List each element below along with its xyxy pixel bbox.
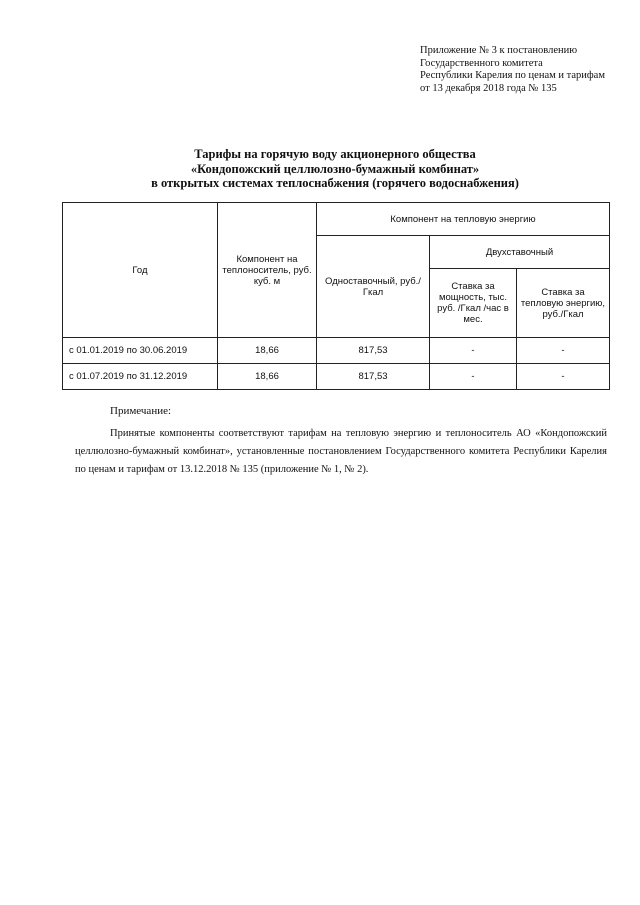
header-coolant-component: Компонент на теплоноситель, руб. куб. м xyxy=(218,203,317,338)
title-line: Тарифы на горячую воду акционерного общества xyxy=(194,147,476,161)
capacity-rate-cell: - xyxy=(430,364,517,390)
header-two-rate: Двухставочный xyxy=(430,236,610,269)
note-label: Примечание: xyxy=(110,405,172,417)
coolant-value-cell: 18,66 xyxy=(218,364,317,390)
note-text: Принятые компоненты соответствуют тарифам на тепловую энергию и теплоноситель АО «Кондопожский целлюлозно-бумажный комбинат», установленные постановлением Государственного комитета Республики Карелия по ценам и тарифам от 13.12.2018 № 135 (приложение № 1, № 2). xyxy=(75,428,607,475)
header-year: Год xyxy=(63,203,218,338)
appendix-line: Приложение № 3 к постановлению xyxy=(420,45,578,56)
period-cell: с 01.07.2019 по 31.12.2019 xyxy=(63,364,218,390)
appendix-reference xyxy=(420,45,605,95)
tariff-table xyxy=(62,202,610,390)
title-line: в открытых системах теплоснабжения (горячего водоснабжения) xyxy=(151,176,519,190)
document-title xyxy=(60,147,610,191)
header-capacity-rate: Ставка за мощность, тыс. руб. /Гкал /час в мес. xyxy=(430,269,517,338)
header-energy-rate: Ставка за тепловую энергию, руб./Гкал xyxy=(517,269,610,338)
energy-rate-cell: - xyxy=(517,338,610,364)
title-line: «Кондопожский целлюлозно-бумажный комбинат» xyxy=(190,161,480,176)
energy-rate-cell: - xyxy=(517,364,610,390)
single-rate-cell: 817,53 xyxy=(317,364,430,390)
single-rate-cell: 817,53 xyxy=(317,338,430,364)
appendix-line: от 13 декабря 2018 года № 135 xyxy=(420,82,557,94)
appendix-line: Государственного комитета xyxy=(420,57,543,69)
table-header-row xyxy=(63,203,610,236)
header-single-rate: Одноставочный, руб./Гкал xyxy=(317,236,430,338)
coolant-value-cell: 18,66 xyxy=(218,338,317,364)
capacity-rate-cell: - xyxy=(430,338,517,364)
header-thermal-component: Компонент на тепловую энергию xyxy=(317,203,610,236)
appendix-line: Республики Карелия по ценам и тарифам xyxy=(420,70,605,81)
period-cell: с 01.01.2019 по 30.06.2019 xyxy=(63,338,218,364)
table-row xyxy=(63,364,610,390)
table-row xyxy=(63,338,610,364)
